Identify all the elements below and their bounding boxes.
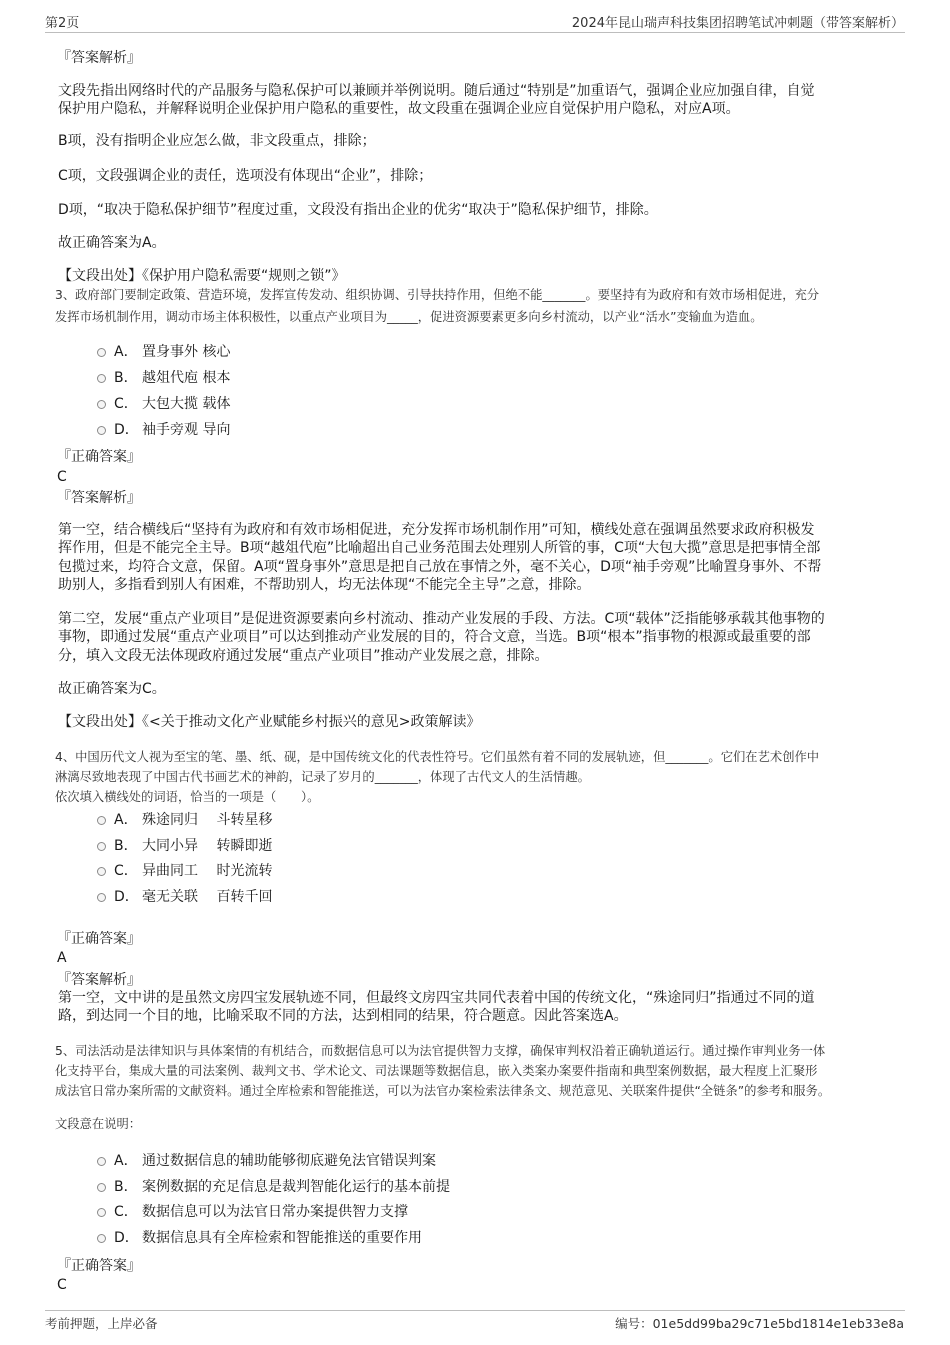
conclusion-text: 故正确答案为A。 — [58, 235, 166, 251]
analysis-text: D项，“取决于隐私保护细节”程度过重，文段没有指出企业的优劣“取决于”隐私保护细节，排除。 — [58, 202, 658, 218]
radio-button[interactable] — [97, 1157, 106, 1166]
option-item[interactable] — [97, 421, 230, 439]
radio-button[interactable] — [97, 400, 106, 409]
question-stem: 淋漓尽致地表现了中国古代书画艺术的神韵，记录了岁月的_______，体现了古代文人的生活情趣。 — [55, 770, 590, 784]
option-text: 大同小异 转瞬即逝 — [142, 838, 273, 854]
option-letter: D． — [114, 889, 139, 905]
analysis-label: 『答案解析』 — [57, 972, 141, 988]
radio-button[interactable] — [97, 1208, 106, 1217]
analysis-text: 文段先指出网络时代的产品服务与隐私保护可以兼顾并举例说明。随后通过“特别是”加重语气，强调企业应加强自律，自觉 — [58, 83, 815, 99]
option-text: 置身事外 核心 — [142, 344, 231, 360]
question-stem: 成法官日常办案所需的文献资料。通过全库检索和智能推送，可以为法官办案检索法律条文、规范意见、关联案件提供“全链条”的参考和服务。 — [55, 1084, 831, 1098]
radio-button[interactable] — [97, 816, 106, 825]
radio-button[interactable] — [97, 348, 106, 357]
analysis-text: 助别人，多指看到别人有困难，不帮助别人，均无法体现“不能完全主导”之意，排除。 — [58, 577, 591, 593]
option-item[interactable] — [97, 837, 272, 855]
footer-divider — [45, 1310, 905, 1311]
option-item[interactable] — [97, 862, 272, 880]
analysis-label: 『答案解析』 — [57, 50, 141, 66]
answer-label: 『正确答案』 — [57, 1258, 141, 1274]
answer-label: 『正确答案』 — [57, 931, 141, 947]
source-text: 【文段出处】《保护用户隐私需要“规则之锁”》 — [58, 268, 346, 284]
option-letter: A． — [114, 344, 138, 360]
analysis-text: 包揽过来，均符合文意，保留。A项“置身事外”意思是把自己放在事情之外，毫不关心，D项“袖手旁观”比喻置身事外、不帮 — [58, 559, 822, 575]
radio-button[interactable] — [97, 426, 106, 435]
option-text: 越俎代庖 根本 — [142, 370, 231, 386]
option-item[interactable] — [97, 811, 272, 829]
footer-code: 编号：01e5dd99ba29c71e5bd1814e1eb33e8a — [615, 1316, 904, 1331]
analysis-text: B项，没有指明企业应怎么做，非文段重点，排除； — [58, 133, 376, 149]
footer-slogan: 考前押题，上岸必备 — [45, 1316, 158, 1331]
radio-button[interactable] — [97, 1234, 106, 1243]
question-stem: 4、中国历代文人视为至宝的笔、墨、纸、砚，是中国传统文化的代表性符号。它们虽然有着不同的发展轨迹，但_______。它们在艺术创作中 — [55, 750, 820, 764]
analysis-text: 第一空，文中讲的是虽然文房四宝发展轨迹不同，但最终文房四宝共同代表着中国的传统文化，“殊途同归”指通过不同的道 — [58, 990, 815, 1006]
question-stem: 5、司法活动是法律知识与具体案情的有机结合，而数据信息可以为法官提供智力支撑，确保审判权沿着正确轨道运行。通过操作审判业务一体 — [55, 1044, 826, 1058]
analysis-text: 保护用户隐私，并解释说明企业保护用户隐私的重要性，故文段重在强调企业应自觉保护用户隐私，对应A项。 — [58, 101, 740, 117]
option-item[interactable] — [97, 1178, 450, 1196]
option-letter: A． — [114, 1153, 138, 1169]
radio-button[interactable] — [97, 893, 106, 902]
option-letter: B． — [114, 838, 138, 854]
header-divider — [45, 32, 905, 33]
radio-button[interactable] — [97, 374, 106, 383]
option-letter: A． — [114, 812, 138, 828]
option-item[interactable] — [97, 395, 230, 413]
option-item[interactable] — [97, 369, 230, 387]
analysis-text: 路，到达同一个目的地，比喻采取不同的方法，达到相同的结果，符合题意。因此答案选A。 — [58, 1008, 628, 1024]
question-prompt: 文段意在说明： — [55, 1117, 142, 1131]
option-letter: B． — [114, 370, 138, 386]
conclusion-text: 故正确答案为C。 — [58, 681, 166, 697]
analysis-text: 第一空，结合横线后“坚持有为政府和有效市场相促进，充分发挥市场机制作用”可知，横线处意在强调虽然要求政府积极发 — [58, 522, 815, 538]
source-text: 【文段出处】《<关于推动文化产业赋能乡村振兴的意见>政策解读》 — [58, 714, 481, 730]
option-item[interactable] — [97, 1203, 408, 1221]
analysis-text: 挥作用，但是不能完全主导。B项“越俎代庖”比喻超出自己业务范围去处理别人所管的事，C项“大包大揽”意思是把事情全部 — [58, 540, 821, 556]
question-stem: 3、政府部门要制定政策、营造环境，发挥宣传发动、组织协调、引导扶持作用，但绝不能_______。要坚持有为政府和有效市场相促进，充分 — [55, 288, 820, 302]
answer-value: A — [57, 950, 67, 966]
option-letter: B． — [114, 1179, 138, 1195]
analysis-text: C项，文段强调企业的责任，选项没有体现出“企业”，排除； — [58, 168, 433, 184]
question-stem: 发挥市场机制作用，调动市场主体积极性，以重点产业项目为_____，促进资源要素更多向乡村流动，以产业“活水”变输血为造血。 — [55, 310, 763, 324]
analysis-text: 事物，即通过发展“重点产业项目”可以达到推动产业发展的目的，符合文意，当选。B项“根本”指事物的根源或最重要的部 — [58, 629, 811, 645]
radio-button[interactable] — [97, 867, 106, 876]
option-text: 数据信息可以为法官日常办案提供智力支撑 — [142, 1204, 408, 1220]
option-letter: C． — [114, 1204, 138, 1220]
option-letter: D． — [114, 422, 139, 438]
option-letter: D． — [114, 1230, 139, 1246]
radio-button[interactable] — [97, 842, 106, 851]
answer-value: C — [57, 1277, 67, 1293]
analysis-text: 第二空，发展“重点产业项目”是促进资源要素向乡村流动、推动产业发展的手段、方法。C项“载体”泛指能够承载其他事物的 — [58, 611, 825, 627]
answer-value: C — [57, 469, 67, 485]
option-item[interactable] — [97, 888, 272, 906]
analysis-label: 『答案解析』 — [57, 490, 141, 506]
option-item[interactable] — [97, 1152, 436, 1170]
radio-button[interactable] — [97, 1183, 106, 1192]
option-text: 案例数据的充足信息是裁判智能化运行的基本前提 — [142, 1179, 450, 1195]
analysis-text: 分，填入文段无法体现政府通过发展“重点产业项目”推动产业发展之意，排除。 — [58, 648, 549, 664]
option-text: 数据信息具有全库检索和智能推送的重要作用 — [142, 1230, 422, 1246]
option-text: 毫无关联 百转千回 — [142, 889, 273, 905]
page-number: 第2页 — [45, 16, 80, 31]
option-text: 殊途同归 斗转星移 — [142, 812, 273, 828]
option-text: 通过数据信息的辅助能够彻底避免法官错误判案 — [142, 1153, 436, 1169]
page-header — [0, 0, 950, 34]
answer-label: 『正确答案』 — [57, 449, 141, 465]
option-text: 袖手旁观 导向 — [142, 422, 231, 438]
option-item[interactable] — [97, 343, 230, 361]
question-stem: 依次填入横线处的词语，恰当的一项是（ ）。 — [55, 790, 320, 804]
option-item[interactable] — [97, 1229, 422, 1247]
option-letter: C． — [114, 863, 138, 879]
question-stem: 化支持平台，集成大量的司法案例、裁判文书、学术论文、司法课题等数据信息，嵌入类案办案要件指南和典型案例数据，最大程度上汇聚形 — [55, 1064, 818, 1078]
document-title: 2024年昆山瑞声科技集团招聘笔试冲刺题（带答案解析） — [571, 16, 904, 31]
option-text: 异曲同工 时光流转 — [142, 863, 273, 879]
option-letter: C． — [114, 396, 138, 412]
option-text: 大包大揽 载体 — [142, 396, 231, 412]
